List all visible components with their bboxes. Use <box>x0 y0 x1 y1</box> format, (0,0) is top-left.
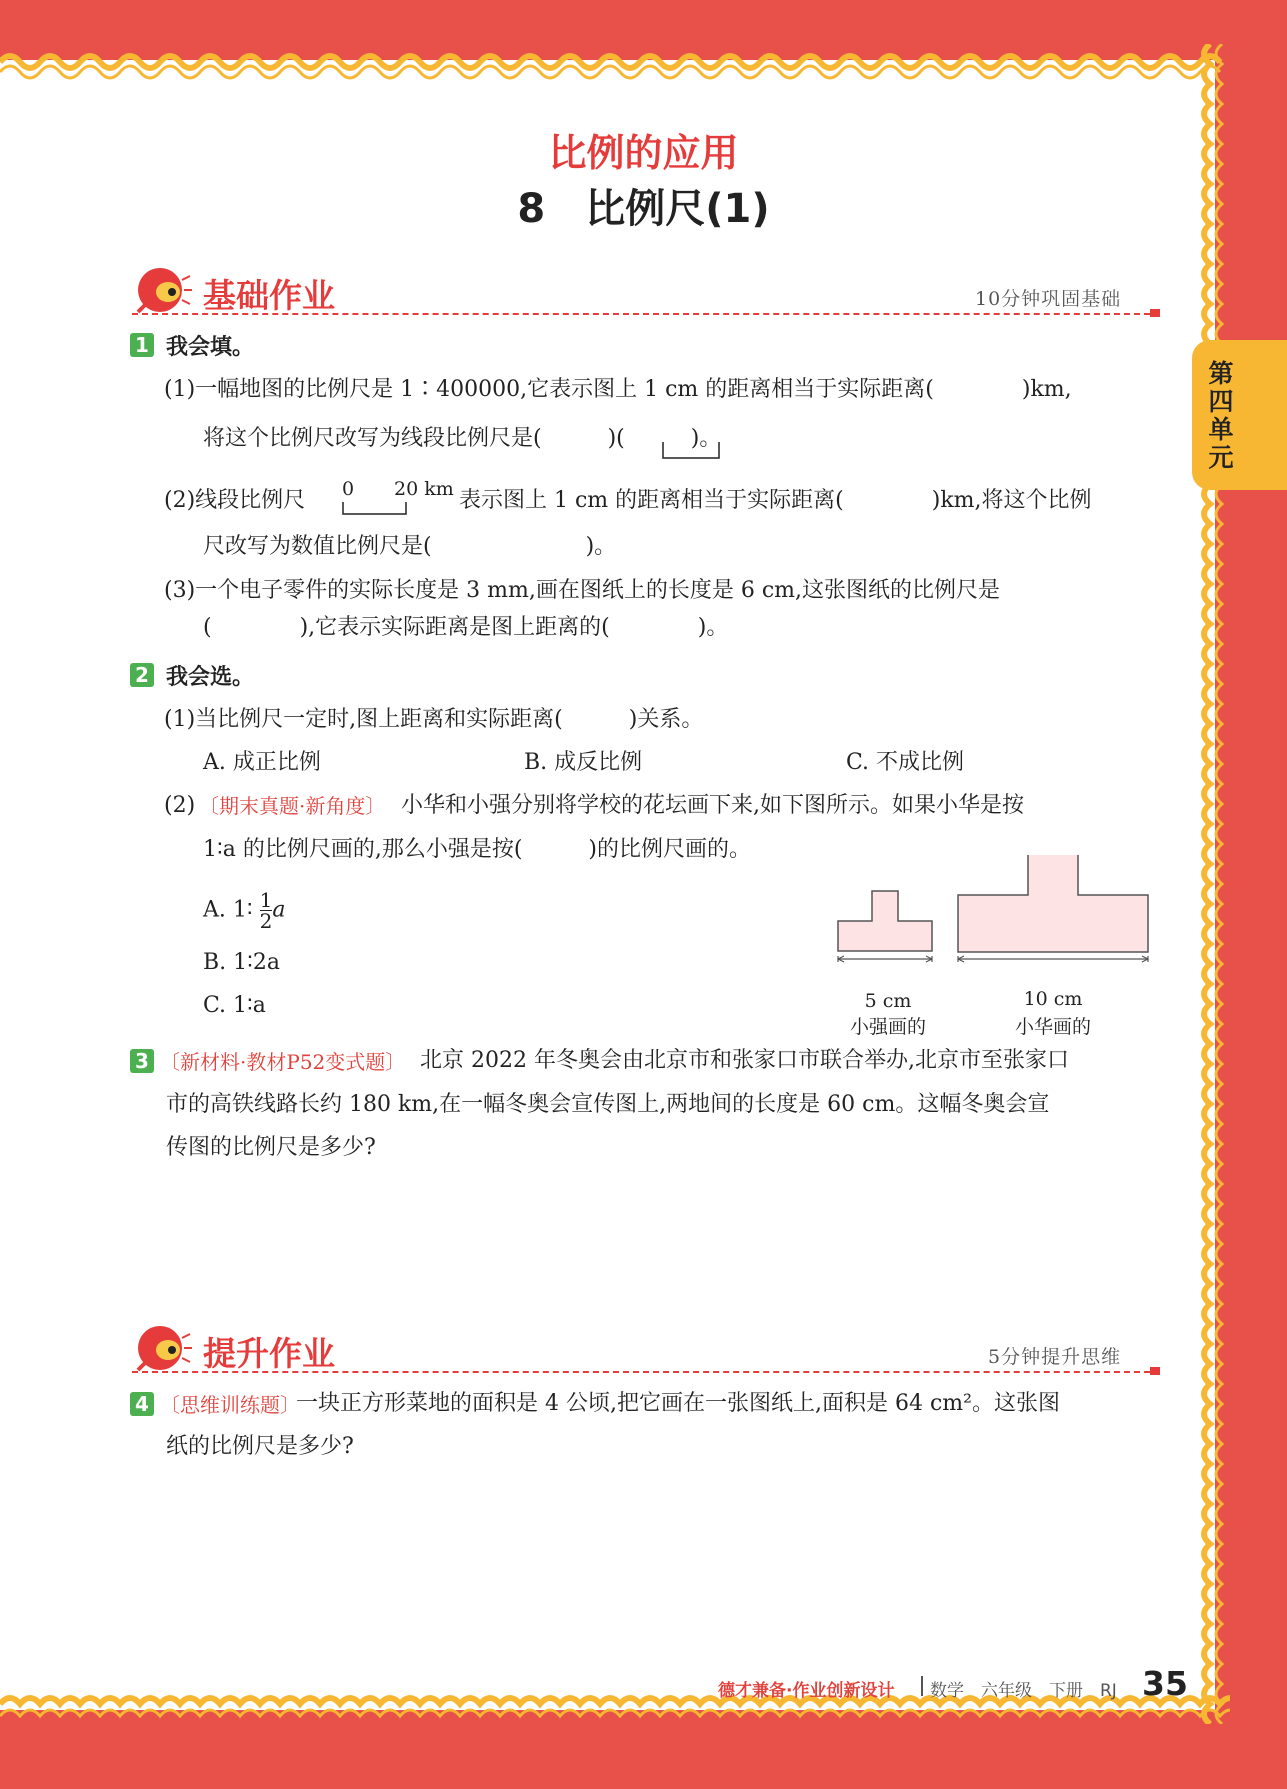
large-flowerbed-shape <box>958 855 1148 952</box>
q1-part3-line2: ( ),它表示实际距离是图上距离的( )。 <box>203 615 729 640</box>
scale-km-label: 20 km <box>394 478 454 500</box>
footer-brand: 德才兼备·作业创新设计 <box>718 1681 895 1701</box>
fraction-one-half: $\frac{1}{2}$ <box>259 888 273 933</box>
q2-part2-line1: 小华和小强分别将学校的花坛画下来,如下图所示。如果小华是按 <box>401 793 1024 818</box>
q4-line1: 一块正方形菜地的面积是 4 公顷,把它画在一张图纸上,面积是 64 cm²。这张图 <box>296 1391 1060 1416</box>
question-number-badge: 2 <box>130 663 154 687</box>
q3-tag: 〔新材料·教材P52变式题〕 <box>160 1050 406 1074</box>
q2-option-a: A. 1∶ $\frac{1}{2}$ a <box>203 888 286 933</box>
q3-line1: 北京 2022 年冬奥会由北京市和张家口市联合举办,北京市至张家口 <box>420 1048 1069 1073</box>
question-label: 我会选。 <box>166 665 255 690</box>
q2-option-b: B. 1∶2a <box>203 950 280 975</box>
q2-option-c: C. 1∶a <box>203 993 266 1018</box>
section-advanced-divider <box>132 1371 1160 1373</box>
divider-end-mark <box>1150 1367 1160 1375</box>
section-basic-divider <box>132 313 1160 315</box>
q2-part1-line1: (1)当比例尺一定时,图上距离和实际距离( )关系。 <box>164 707 704 732</box>
lesson-title: 8 比例尺(1) <box>517 186 770 232</box>
q4-tag: 〔思维训练题〕 <box>160 1393 300 1417</box>
q1-part3-line1: (3)一个电子零件的实际长度是 3 mm,画在图纸上的长度是 6 cm,这张图纸的比例尺是 <box>164 578 1001 603</box>
q1-part2-prefix: (2)线段比例尺 <box>164 488 306 513</box>
small-fig-caption: 小强画的 <box>849 1016 926 1038</box>
q1-part2-suffix: 表示图上 1 cm 的距离相当于实际距离( )km,将这个比例 <box>459 488 1092 513</box>
question-label: 我会填。 <box>166 335 255 360</box>
q1-part1-line1: (1)一幅地图的比例尺是 1∶400000,它表示图上 1 cm 的距离相当于实际距离( )km, <box>164 377 1072 402</box>
question-number-badge: 1 <box>130 333 154 357</box>
bell-mascot-icon <box>132 1320 194 1378</box>
scale-zero-label: 0 <box>342 478 355 500</box>
q2-part1-option-b: B. 成反比例 <box>524 750 643 775</box>
flowerbed-figure <box>832 855 1152 995</box>
section-advanced-title: 提升作业 <box>203 1334 335 1373</box>
section-basic-title: 基础作业 <box>203 276 335 315</box>
q2-part2-prefix: (2) <box>164 793 196 818</box>
footer-info: 数学 六年级 下册 RJ <box>930 1681 1117 1701</box>
q2-part1-option-c: C. 不成比例 <box>846 750 965 775</box>
large-fig-length: 10 cm <box>1023 988 1083 1010</box>
section-basic-note: 10分钟巩固基础 <box>975 288 1122 310</box>
divider-end-mark <box>1150 309 1160 317</box>
page-number: 35 <box>1142 1664 1188 1703</box>
q3-line3: 传图的比例尺是多少? <box>166 1135 376 1160</box>
q2-part2-tag: 〔期末真题·新角度〕 <box>199 794 386 818</box>
q2-part1-option-a: A. 成正比例 <box>203 750 321 775</box>
segment-scale-bar <box>340 500 412 518</box>
wavy-border-right <box>1196 44 1232 1724</box>
wavy-border-top <box>0 44 1230 80</box>
large-fig-caption: 小华画的 <box>1014 1016 1091 1038</box>
segment-scale-blank <box>661 440 721 462</box>
small-fig-length: 5 cm <box>864 990 912 1012</box>
bell-mascot-icon <box>132 262 194 320</box>
question-number-badge: 4 <box>130 1392 154 1416</box>
unit-tab-label: 第 四 单 元 <box>1208 359 1234 472</box>
footer-divider <box>921 1676 923 1696</box>
question-number-badge: 3 <box>130 1049 154 1073</box>
q1-part2-line2: 尺改写为数值比例尺是( )。 <box>203 534 617 559</box>
small-flowerbed-shape <box>838 891 932 951</box>
chapter-title: 比例的应用 <box>548 131 739 175</box>
section-advanced-note: 5分钟提升思维 <box>988 1346 1122 1368</box>
q4-line2: 纸的比例尺是多少? <box>166 1434 354 1459</box>
q3-line2: 市的高铁线路长约 180 km,在一幅冬奥会宣传图上,两地间的长度是 60 cm。这幅冬奥会宣 <box>166 1092 1050 1117</box>
q1-part1-line2: 将这个比例尺改写为线段比例尺是( )( )。 <box>203 426 722 451</box>
q2-part2-line2: 1∶a 的比例尺画的,那么小强是按( )的比例尺画的。 <box>203 837 751 862</box>
